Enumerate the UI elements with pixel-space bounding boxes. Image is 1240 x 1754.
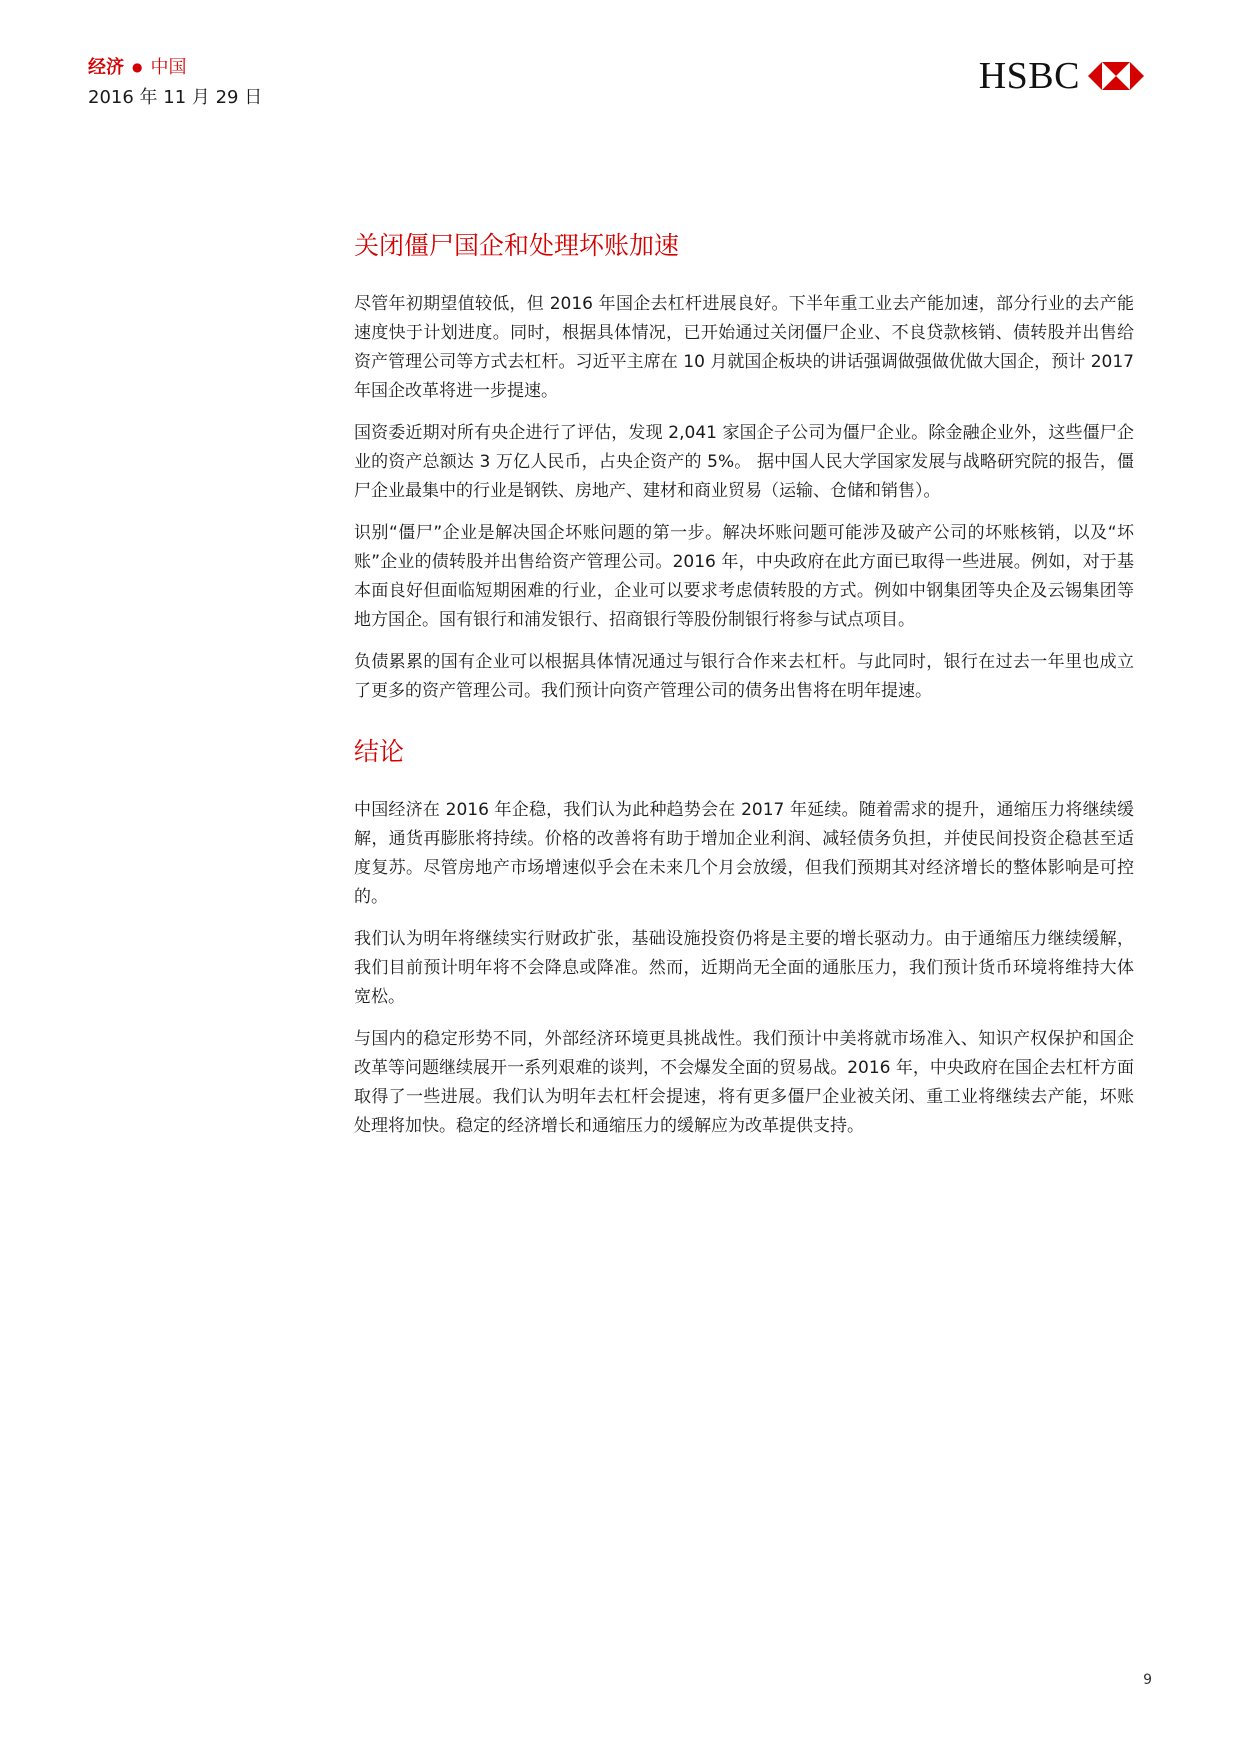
category-label: 经济: [88, 57, 124, 78]
hsbc-logo: [978, 55, 1144, 97]
hsbc-hexagon-icon: [1088, 62, 1144, 90]
country-label: 中国: [150, 57, 187, 78]
paragraph: 国资委近期对所有央企进行了评估，发现 2,041 家国企子公司为僵尸企业。除金融企业外，这些僵尸企业的资产总额达 3 万亿人民币，占央企资产的 5%。 据中国人民大学国家发展与战略研究院的报告，僵尸企业最集中的行业是钢铁、房地产、建材和商业贸易（运输、仓储和销售）。: [354, 423, 1134, 501]
main-content: [354, 228, 1134, 1154]
paragraph: 我们认为明年将继续实行财政扩张，基础设施投资仍将是主要的增长驱动力。由于通缩压力继续缓解，我们目前预计明年将不会降息或降准。然而，近期尚无全面的通胀压力，我们预计货币环境将维持大体宽松。: [354, 929, 1134, 1007]
section-title-conclusion: 结论: [354, 737, 405, 766]
paragraph: 识别“僵尸”企业是解决国企坏账问题的第一步。解决坏账问题可能涉及破产公司的坏账核销，以及“坏账”企业的债转股并出售给资产管理公司。2016 年，中央政府在此方面已取得一些进展。例如，对于基本面良好但面临短期困难的行业，企业可以要求考虑债转股的方式。例如中钢集团等央企及云锡集团等地方国企。国有银行和浦发银行、招商银行等股份制银行将参与试点项目。: [354, 523, 1134, 630]
paragraph: 与国内的稳定形势不同，外部经济环境更具挑战性。我们预计中美将就市场准入、知识产权保护和国企改革等问题继续展开一系列艰难的谈判，不会爆发全面的贸易战。2016 年，中央政府在国企去杠杆方面取得了一些进展。我们认为明年去杠杆会提速，将有更多僵尸企业被关闭、重工业将继续去产能，坏账处理将加快。稳定的经济增长和通缩压力的缓解应为改革提供支持。: [354, 1029, 1134, 1136]
report-category: [88, 54, 262, 81]
paragraph: 尽管年初期望值较低，但 2016 年国企去杠杆进展良好。下半年重工业去产能加速，部分行业的去产能速度快于计划进度。同时，根据具体情况，已开始通过关闭僵尸企业、不良贷款核销、债转股并出售给资产管理公司等方式去杠杆。习近平主席在 10 月就国企板块的讲话强调做强做优做大国企，预计 2017 年国企改革将进一步提速。: [354, 294, 1134, 401]
paragraph: 负债累累的国有企业可以根据具体情况通过与银行合作来去杠杆。与此同时，银行在过去一年里也成立了更多的资产管理公司。我们预计向资产管理公司的债务出售将在明年提速。: [354, 652, 1134, 701]
paragraph: 中国经济在 2016 年企稳，我们认为此种趋势会在 2017 年延续。随着需求的提升，通缩压力将继续缓解，通货再膨胀将持续。价格的改善将有助于增加企业利润、减轻债务负担，并使民间投资企稳甚至适度复苏。尽管房地产市场增速似乎会在未来几个月会放缓，但我们预期其对经济增长的整体影响是可控的。: [354, 800, 1134, 907]
page-number: 9: [1143, 1672, 1152, 1688]
bullet-separator-icon: ●: [132, 60, 143, 74]
report-header: [88, 54, 262, 111]
report-date: 2016 年 11 月 29 日: [88, 87, 263, 108]
logo-wordmark: HSBC: [978, 55, 1080, 97]
section-title-zombie-soe: 关闭僵尸国企和处理坏账加速: [354, 231, 680, 260]
